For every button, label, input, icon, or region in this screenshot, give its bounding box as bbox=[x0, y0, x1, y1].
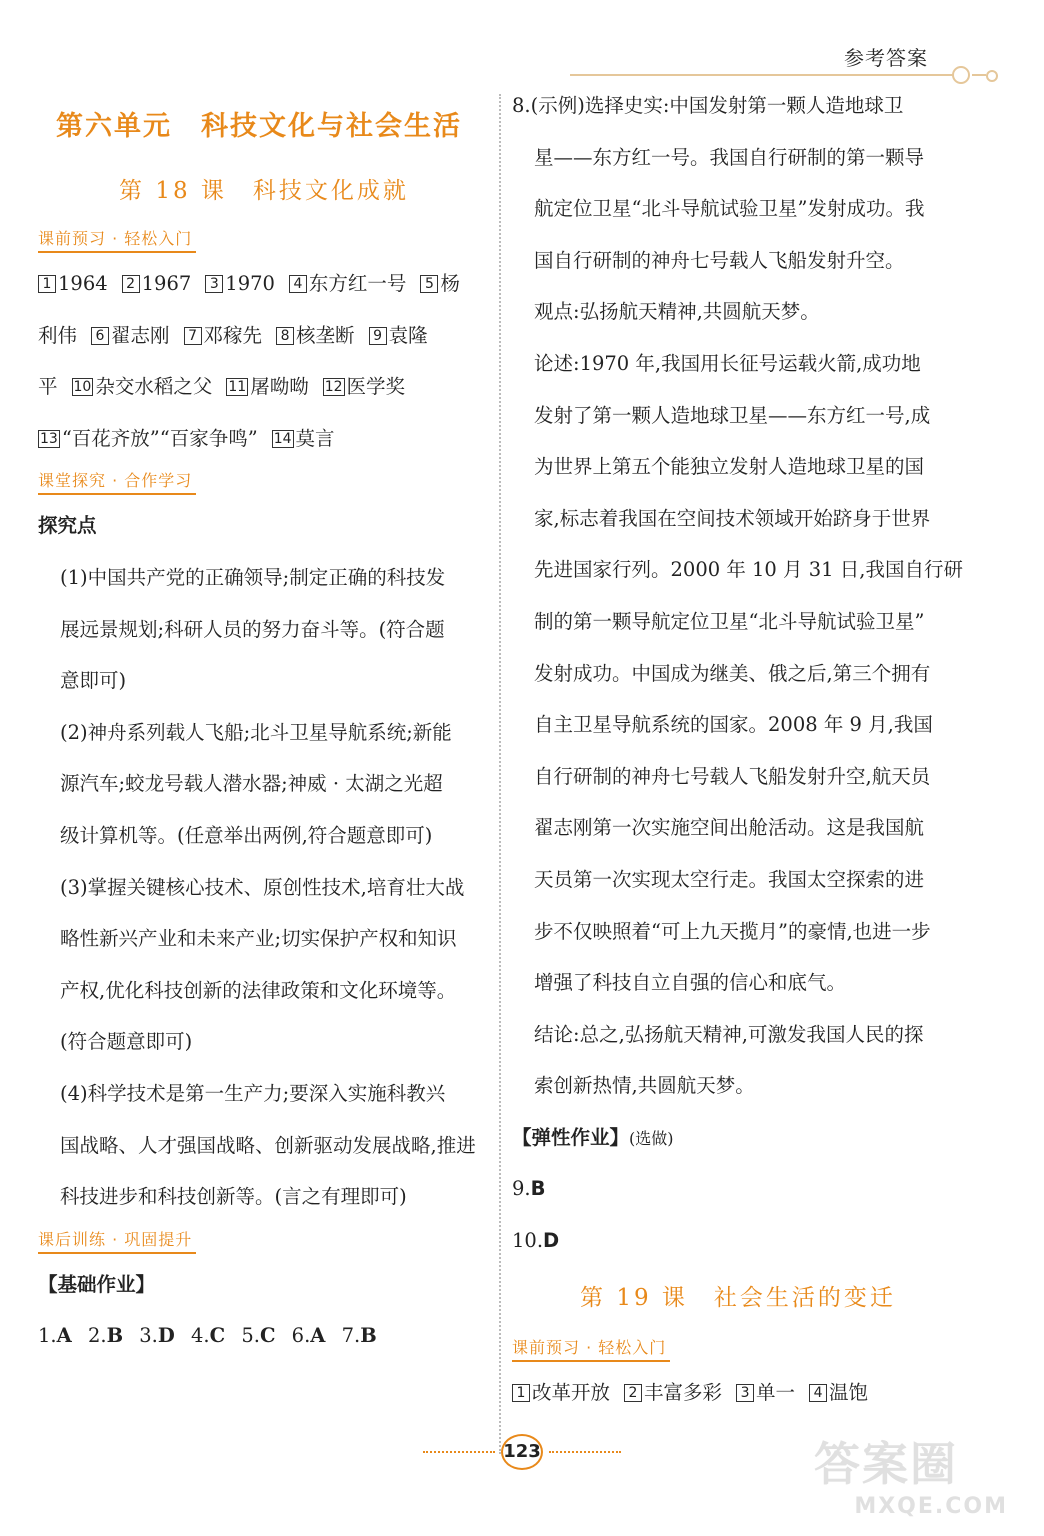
explore-line: 展远景规划;科研人员的努力奋斗等。(符合题 bbox=[60, 617, 445, 641]
preview-line-1 bbox=[38, 258, 490, 310]
preview-item: 4 温饱 bbox=[809, 1381, 868, 1404]
answer-q10: 10.D bbox=[512, 1229, 560, 1253]
q8-line: 先进国家行列。2000 年 10 月 31 日,我国自行研 bbox=[534, 558, 963, 582]
watermark bbox=[814, 1428, 1014, 1518]
answer-item: 2.B bbox=[87, 1324, 124, 1348]
watermark-logo-text: 答案圈 bbox=[814, 1437, 958, 1491]
q8-line: 制的第一颗导航定位卫星“北斗导航试验卫星” bbox=[534, 609, 925, 633]
q8-line: 翟志刚第一次实施空间出舱活动。这是我国航 bbox=[534, 816, 925, 840]
q8-line: 索创新热情,共圆航天梦。 bbox=[534, 1074, 755, 1098]
preview-item: 9 袁隆 bbox=[369, 324, 428, 347]
lesson-18-title: 第 18 课 科技文化成就 bbox=[119, 178, 409, 204]
preview-line-4 bbox=[38, 413, 490, 465]
preview-line-3 bbox=[38, 361, 490, 413]
explore-line: 略性新兴产业和未来产业;切实保护产权和知识 bbox=[60, 927, 457, 951]
page-number-badge: 123 bbox=[501, 1434, 543, 1470]
preview-item: 6 翟志刚 bbox=[91, 324, 170, 347]
explore-line: 产权,优化科技创新的法律政策和文化环境等。 bbox=[60, 978, 457, 1002]
preview-item: 7 邓稼先 bbox=[184, 324, 263, 347]
preview-item: 2 1967 bbox=[122, 272, 192, 295]
q8-line: 航定位卫星“北斗导航试验卫星”发射成功。我 bbox=[534, 197, 925, 221]
section-label-preview-19: 课前预习 · 轻松入门 bbox=[512, 1335, 670, 1362]
unit-title: 第六单元 科技文化与社会生活 bbox=[56, 111, 462, 142]
header-ornament-dot bbox=[986, 70, 998, 82]
section-label-after-class: 课后训练 · 巩固提升 bbox=[38, 1227, 196, 1254]
explore-line: 级计算机等。(任意举出两例,符合题意即可) bbox=[60, 823, 433, 847]
answer-item: 6.A bbox=[291, 1324, 326, 1348]
q8-line: 步不仅映照着“可上九天揽月”的豪情,也进一步 bbox=[534, 919, 931, 943]
elastic-homework-heading: 【弹性作业】(选做) bbox=[512, 1125, 674, 1149]
basic-homework-heading: 【基础作业】 bbox=[38, 1272, 156, 1296]
q8-line: 观点:弘扬航天精神,共圆航天梦。 bbox=[534, 300, 820, 324]
preview-item: 3 单一 bbox=[736, 1381, 795, 1404]
answer-item: 4.C bbox=[190, 1324, 226, 1348]
answer-item: 1.A bbox=[38, 1324, 72, 1348]
preview-item: 3 1970 bbox=[205, 272, 275, 295]
q8-line: 天员第一次实现太空行走。我国太空探索的进 bbox=[534, 867, 925, 891]
preview-item: 11 屠呦呦 bbox=[228, 375, 309, 399]
explore-line: (符合题意即可) bbox=[60, 1030, 193, 1054]
q8-line: 8.(示例)选择史实:中国发射第一颗人造地球卫 bbox=[512, 94, 904, 117]
header-title: 参考答案 bbox=[844, 46, 928, 70]
q8-line: 论述:1970 年,我国用长征号运载火箭,成功地 bbox=[534, 351, 921, 375]
explore-line: 科技进步和科技创新等。(言之有理即可) bbox=[60, 1185, 407, 1209]
preview-item: 2 丰富多彩 bbox=[624, 1381, 722, 1404]
explore-line: 意即可) bbox=[60, 669, 127, 693]
preview-item: 平 bbox=[38, 375, 58, 399]
preview19-line bbox=[512, 1367, 964, 1419]
q8-line: 星——东方红一号。我国自行研制的第一颗导 bbox=[534, 145, 925, 169]
q8-line: 自行研制的神舟七号载人飞船发射升空,航天员 bbox=[534, 764, 931, 788]
q8-line: 为世界上第五个能独立发射人造地球卫星的国 bbox=[534, 455, 925, 479]
answer-q9: 9.B bbox=[512, 1177, 546, 1201]
section-label-explore: 课堂探究 · 合作学习 bbox=[38, 468, 196, 495]
section-label-preview: 课前预习 · 轻松入门 bbox=[38, 226, 196, 253]
explore-line: 源汽车;蛟龙号载人潜水器;神威 · 太湖之光超 bbox=[60, 772, 443, 796]
preview-item: 4 东方红一号 bbox=[289, 272, 407, 295]
q8-line: 家,标志着我国在空间技术领域开始跻身于世界 bbox=[534, 506, 931, 530]
explore-line: (1)中国共产党的正确领导;制定正确的科技发 bbox=[60, 565, 446, 589]
right-column bbox=[512, 80, 964, 1418]
preview-item: 5 杨 bbox=[420, 272, 460, 295]
page-number-dots-right bbox=[549, 1451, 621, 1453]
page-header bbox=[570, 36, 1000, 86]
q8-line: 国自行研制的神舟七号载人飞船发射升空。 bbox=[534, 248, 905, 272]
q8-line: 发射成功。中国成为继美、俄之后,第三个拥有 bbox=[534, 661, 931, 685]
preview-item: 10 杂交水稻之父 bbox=[73, 375, 213, 399]
preview-item: 13 “百花齐放”“百家争鸣” bbox=[40, 426, 258, 450]
watermark-url: MXQE.COM bbox=[854, 1494, 1008, 1519]
answer-item: 3.D bbox=[139, 1324, 175, 1348]
preview-item: 8 核垄断 bbox=[276, 324, 355, 347]
header-ornament-line bbox=[972, 74, 986, 76]
preview-item: 1 改革开放 bbox=[512, 1381, 610, 1404]
lesson-19-title: 第 19 课 社会生活的变迁 bbox=[580, 1284, 896, 1311]
left-column bbox=[38, 90, 490, 1362]
preview-item: 利伟 bbox=[38, 323, 78, 347]
q8-line: 增强了科技自立自强的信心和底气。 bbox=[534, 971, 847, 995]
explore-line: (2)神舟系列载人飞船;北斗卫星导航系统;新能 bbox=[60, 720, 452, 744]
preview-item: 12 医学奖 bbox=[324, 375, 406, 399]
q8-line: 发射了第一颗人造地球卫星——东方红一号,成 bbox=[534, 403, 931, 427]
page-number-dots-left bbox=[423, 1451, 495, 1453]
preview-item: 1 1964 bbox=[38, 272, 108, 295]
answer-item: 7.B bbox=[341, 1324, 377, 1348]
explore-line: 国战略、人才强国战略、创新驱动发展战略,推进 bbox=[60, 1133, 476, 1157]
answer-item: 5.C bbox=[241, 1324, 276, 1348]
preview-line-2 bbox=[38, 310, 490, 362]
explore-heading: 探究点 bbox=[38, 514, 97, 538]
preview-item: 14 莫言 bbox=[273, 426, 335, 450]
q8-line: 结论:总之,弘扬航天精神,可激发我国人民的探 bbox=[534, 1022, 924, 1046]
column-divider bbox=[499, 94, 501, 1454]
explore-line: (3)掌握关键核心技术、原创性技术,培育壮大战 bbox=[60, 875, 465, 899]
header-rule bbox=[570, 74, 960, 76]
explore-line: (4)科学技术是第一生产力;要深入实施科教兴 bbox=[60, 1081, 446, 1105]
basic-answers bbox=[38, 1310, 490, 1362]
q8-line: 自主卫星导航系统的国家。2008 年 9 月,我国 bbox=[534, 713, 933, 737]
